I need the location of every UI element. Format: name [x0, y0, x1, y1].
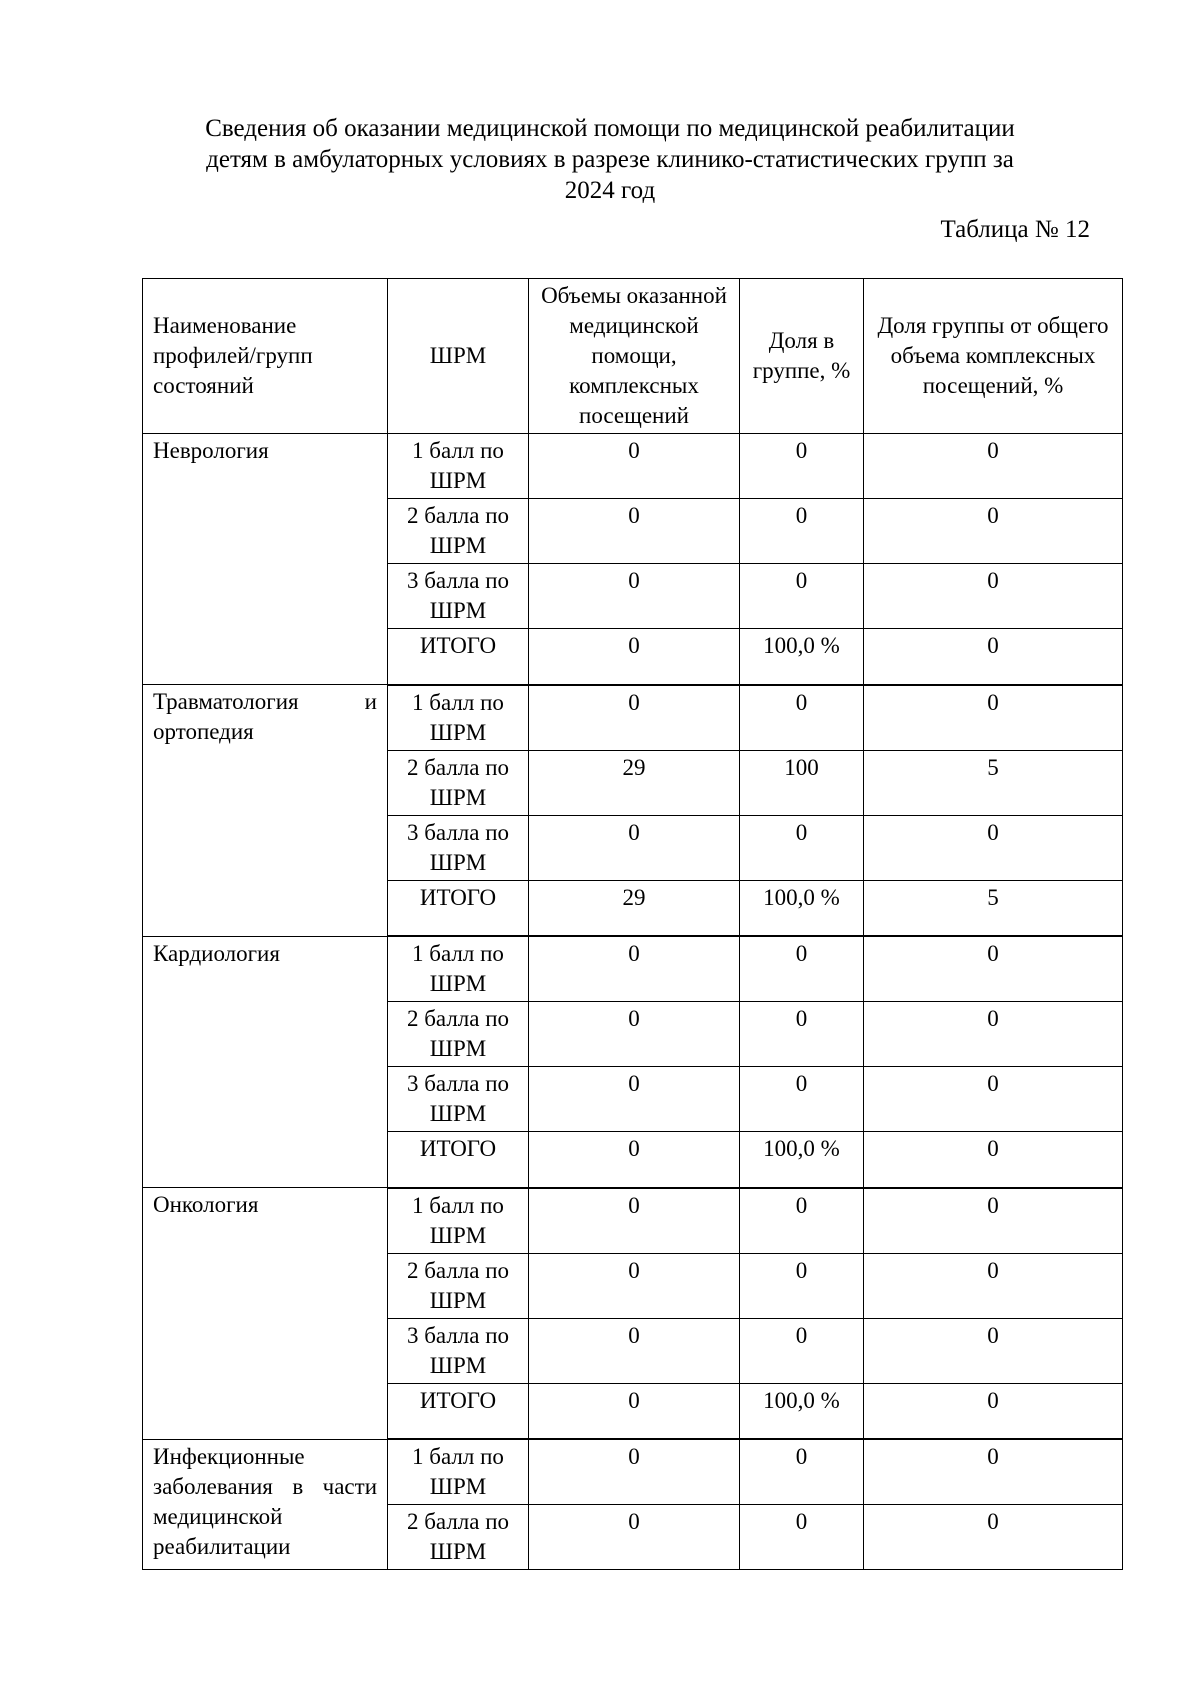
share-group-cell: 0: [740, 434, 864, 499]
header-volume: Объемы оказанной медицинской помощи, комплексных посещений: [529, 279, 740, 434]
share-total-cell: 0: [864, 1439, 1123, 1505]
group-name: Травматология и ортопедия: [143, 685, 388, 937]
share-group-cell: 0: [740, 685, 864, 751]
volume-cell: 29: [529, 750, 740, 815]
share-total-cell: 0: [864, 564, 1123, 629]
share-group-cell: 0: [740, 1318, 864, 1383]
shrm-cell: 2 балла по ШРМ: [388, 750, 529, 815]
shrm-cell: ИТОГО: [388, 1132, 529, 1188]
shrm-cell: 1 балл по ШРМ: [388, 936, 529, 1002]
shrm-cell: 3 балла по ШРМ: [388, 815, 529, 880]
share-total-cell: 0: [864, 936, 1123, 1002]
title-line: Сведения об оказании медицинской помощи по медицинской реабилитации: [205, 115, 1015, 142]
shrm-cell: 1 балл по ШРМ: [388, 434, 529, 499]
group-name: Неврология: [143, 434, 388, 685]
share-group-cell: 100: [740, 750, 864, 815]
shrm-cell: 2 балла по ШРМ: [388, 499, 529, 564]
share-group-cell: 0: [740, 1439, 864, 1505]
shrm-cell: 1 балл по ШРМ: [388, 1439, 529, 1505]
shrm-cell: 2 балла по ШРМ: [388, 1253, 529, 1318]
share-group-cell: 100,0 %: [740, 880, 864, 936]
volume-cell: 0: [529, 434, 740, 499]
document-title: [130, 113, 1090, 206]
header-share-group: Доля в группе, %: [740, 279, 864, 434]
share-group-cell: 100,0 %: [740, 1132, 864, 1188]
shrm-cell: ИТОГО: [388, 629, 529, 685]
share-total-cell: 0: [864, 685, 1123, 751]
table-row: [143, 1439, 1123, 1505]
group-name: Кардиология: [143, 936, 388, 1188]
volume-cell: 0: [529, 685, 740, 751]
shrm-cell: 3 балла по ШРМ: [388, 1067, 529, 1132]
volume-cell: 0: [529, 1188, 740, 1254]
share-total-cell: 0: [864, 815, 1123, 880]
shrm-cell: 1 балл по ШРМ: [388, 685, 529, 751]
share-total-cell: 0: [864, 1253, 1123, 1318]
volume-cell: 0: [529, 1505, 740, 1570]
share-total-cell: 0: [864, 629, 1123, 685]
volume-cell: 0: [529, 564, 740, 629]
volume-cell: 0: [529, 629, 740, 685]
share-group-cell: 0: [740, 1002, 864, 1067]
share-group-cell: 0: [740, 499, 864, 564]
volume-cell: 0: [529, 1318, 740, 1383]
share-total-cell: 0: [864, 1132, 1123, 1188]
shrm-cell: 2 балла по ШРМ: [388, 1002, 529, 1067]
volume-cell: 0: [529, 1253, 740, 1318]
share-total-cell: 0: [864, 1188, 1123, 1254]
group-name: Инфекционные заболевания в части медицинской реабилитации: [143, 1439, 388, 1570]
group-name: Онкология: [143, 1188, 388, 1440]
volume-cell: 0: [529, 936, 740, 1002]
volume-cell: 29: [529, 880, 740, 936]
table-row: [143, 685, 1123, 751]
share-group-cell: 0: [740, 1067, 864, 1132]
header-name: Наименование профилей/групп состояний: [143, 279, 388, 434]
header-shrm: ШРМ: [388, 279, 529, 434]
share-group-cell: 0: [740, 564, 864, 629]
share-total-cell: 0: [864, 499, 1123, 564]
share-group-cell: 0: [740, 1188, 864, 1254]
title-line: 2024 год: [564, 177, 656, 204]
header-share-total: Доля группы от общего объема комплексных посещений, %: [864, 279, 1123, 434]
table-number: Таблица № 12: [940, 216, 1090, 243]
shrm-cell: 3 балла по ШРМ: [388, 1318, 529, 1383]
share-total-cell: 5: [864, 750, 1123, 815]
title-line: детям в амбулаторных условиях в разрезе клинико-статистических групп за: [206, 146, 1014, 173]
table-row: [143, 936, 1123, 1002]
shrm-cell: 2 балла по ШРМ: [388, 1505, 529, 1570]
shrm-cell: 1 балл по ШРМ: [388, 1188, 529, 1254]
share-total-cell: 0: [864, 1002, 1123, 1067]
volume-cell: 0: [529, 1383, 740, 1439]
table-row: [143, 1188, 1123, 1254]
share-total-cell: 0: [864, 434, 1123, 499]
share-group-cell: 100,0 %: [740, 629, 864, 685]
share-total-cell: 5: [864, 880, 1123, 936]
table-body: [143, 434, 1123, 1570]
table-row: [143, 434, 1123, 499]
header-row: [143, 279, 1123, 434]
share-group-cell: 0: [740, 936, 864, 1002]
volume-cell: 0: [529, 1002, 740, 1067]
share-group-cell: 0: [740, 1253, 864, 1318]
shrm-cell: ИТОГО: [388, 880, 529, 936]
volume-cell: 0: [529, 499, 740, 564]
volume-cell: 0: [529, 1067, 740, 1132]
share-total-cell: 0: [864, 1067, 1123, 1132]
share-total-cell: 0: [864, 1505, 1123, 1570]
share-total-cell: 0: [864, 1318, 1123, 1383]
volume-cell: 0: [529, 1439, 740, 1505]
share-group-cell: 0: [740, 1505, 864, 1570]
volume-cell: 0: [529, 815, 740, 880]
share-group-cell: 100,0 %: [740, 1383, 864, 1439]
volume-cell: 0: [529, 1132, 740, 1188]
share-total-cell: 0: [864, 1383, 1123, 1439]
share-group-cell: 0: [740, 815, 864, 880]
shrm-cell: ИТОГО: [388, 1383, 529, 1439]
shrm-cell: 3 балла по ШРМ: [388, 564, 529, 629]
rehabilitation-table: [142, 278, 1123, 1570]
